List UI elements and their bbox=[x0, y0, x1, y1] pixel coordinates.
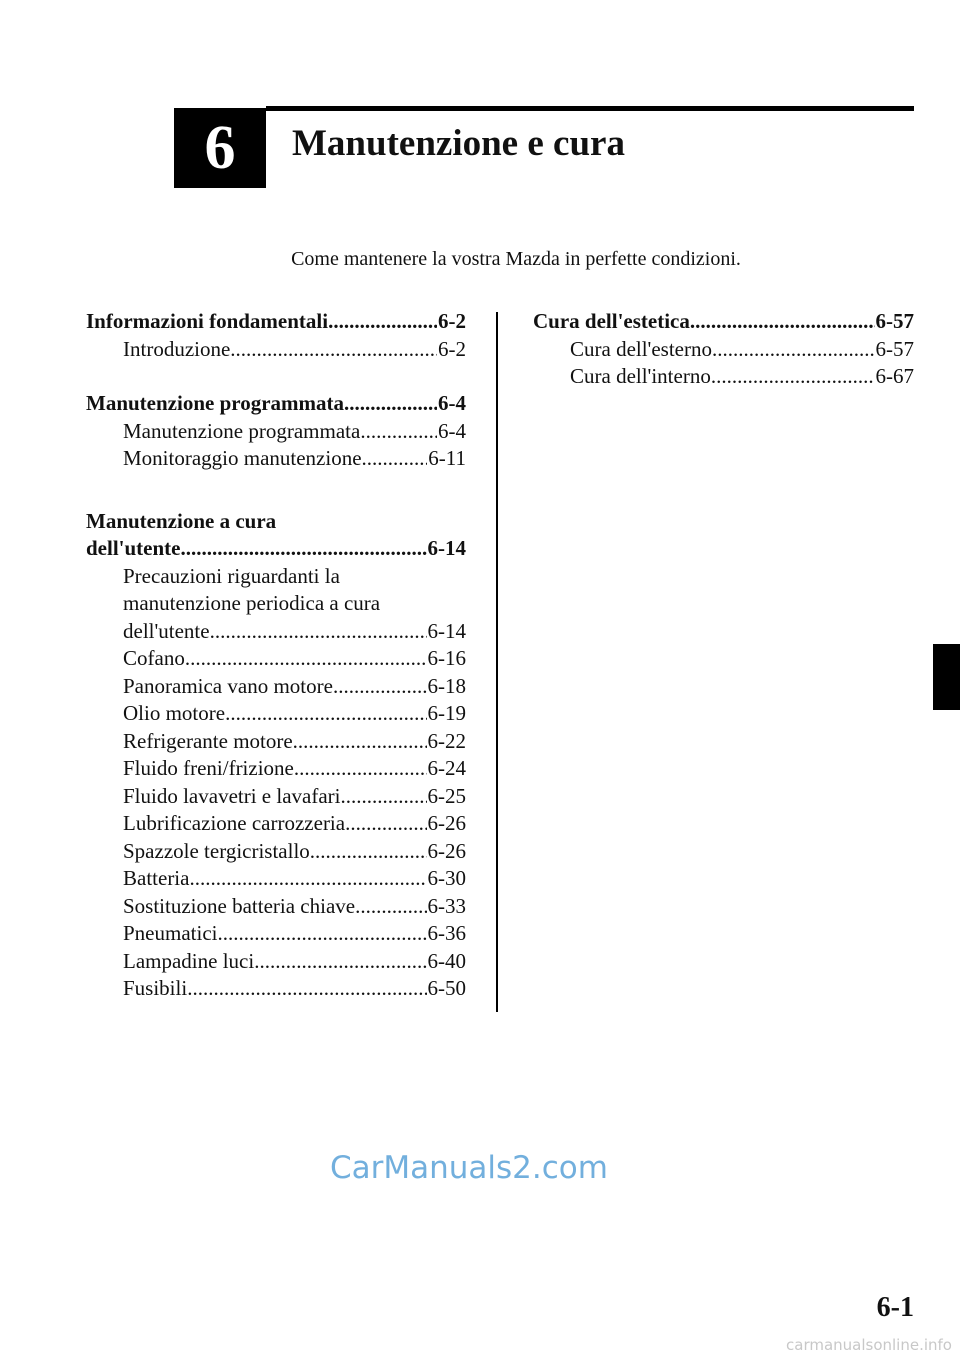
chapter-title: Manutenzione e cura bbox=[292, 123, 625, 164]
toc-section-utente bbox=[86, 508, 466, 1003]
toc-heading-line1[interactable]: Manutenzione a cura bbox=[86, 508, 277, 533]
chapter-number-box bbox=[174, 108, 266, 188]
header-rule bbox=[266, 106, 914, 111]
toc-heading[interactable]: Manutenzione programmata ..... 6-4 bbox=[86, 390, 466, 418]
toc-item[interactable]: Monitoraggio manutenzione ..... 6-11 bbox=[86, 445, 466, 473]
toc-section-informazioni bbox=[86, 308, 466, 363]
toc-item[interactable]: Lubrificazione carrozzeria ..... 6-26 bbox=[86, 810, 466, 838]
toc-item[interactable]: Olio motore ..... 6-19 bbox=[86, 700, 466, 728]
toc-item[interactable]: Lampadine luci ..... 6-40 bbox=[86, 948, 466, 976]
toc-section-programmata bbox=[86, 390, 466, 473]
page-number: 6-1 bbox=[876, 1292, 914, 1323]
watermark: CarManuals2.com bbox=[330, 1150, 608, 1186]
toc-item[interactable]: Refrigerante motore ..... 6-22 bbox=[86, 728, 466, 756]
toc-item[interactable]: Cofano ..... 6-16 bbox=[86, 645, 466, 673]
toc-item-line2[interactable]: manutenzione periodica a cura bbox=[123, 591, 381, 615]
column-divider bbox=[496, 312, 498, 1012]
toc-item[interactable]: Fluido freni/frizione ..... 6-24 bbox=[86, 755, 466, 783]
toc-item[interactable]: Fusibili ..... 6-50 bbox=[86, 975, 466, 1003]
toc-item[interactable]: Cura dell'interno ..... 6-67 bbox=[533, 363, 914, 391]
toc-heading[interactable]: dell'utente ..... 6-14 bbox=[86, 535, 466, 563]
toc-item[interactable]: Cura dell'esterno ..... 6-57 bbox=[533, 336, 914, 364]
toc-item[interactable]: dell'utente ..... 6-14 bbox=[86, 618, 466, 646]
toc-heading[interactable]: Informazioni fondamentali ..... 6-2 bbox=[86, 308, 466, 336]
toc-right-column bbox=[533, 308, 914, 418]
toc-item[interactable]: Panoramica vano motore ..... 6-18 bbox=[86, 673, 466, 701]
footer-site-watermark: carmanualsonline.info bbox=[786, 1336, 952, 1354]
toc-item[interactable]: Fluido lavavetri e lavafari ..... 6-25 bbox=[86, 783, 466, 811]
toc-item[interactable]: Introduzione ..... 6-2 bbox=[86, 336, 466, 364]
toc-item[interactable]: Spazzole tergicristallo ..... 6-26 bbox=[86, 838, 466, 866]
toc-item[interactable]: Batteria ..... 6-30 bbox=[86, 865, 466, 893]
chapter-intro: Come mantenere la vostra Mazda in perfette condizioni. bbox=[291, 248, 741, 270]
toc-heading[interactable]: Cura dell'estetica ..... 6-57 bbox=[533, 308, 914, 336]
chapter-number: 6 bbox=[204, 114, 236, 182]
toc-item[interactable]: Manutenzione programmata ..... 6-4 bbox=[86, 418, 466, 446]
toc-item[interactable]: Sostituzione batteria chiave ..... 6-33 bbox=[86, 893, 466, 921]
toc-item[interactable]: Pneumatici ..... 6-36 bbox=[86, 920, 466, 948]
chapter-thumb-tab bbox=[933, 644, 960, 710]
toc-left-column bbox=[86, 308, 466, 1030]
toc-section-estetica bbox=[533, 308, 914, 391]
toc-item-line1[interactable]: Precauzioni riguardanti la bbox=[123, 563, 340, 588]
